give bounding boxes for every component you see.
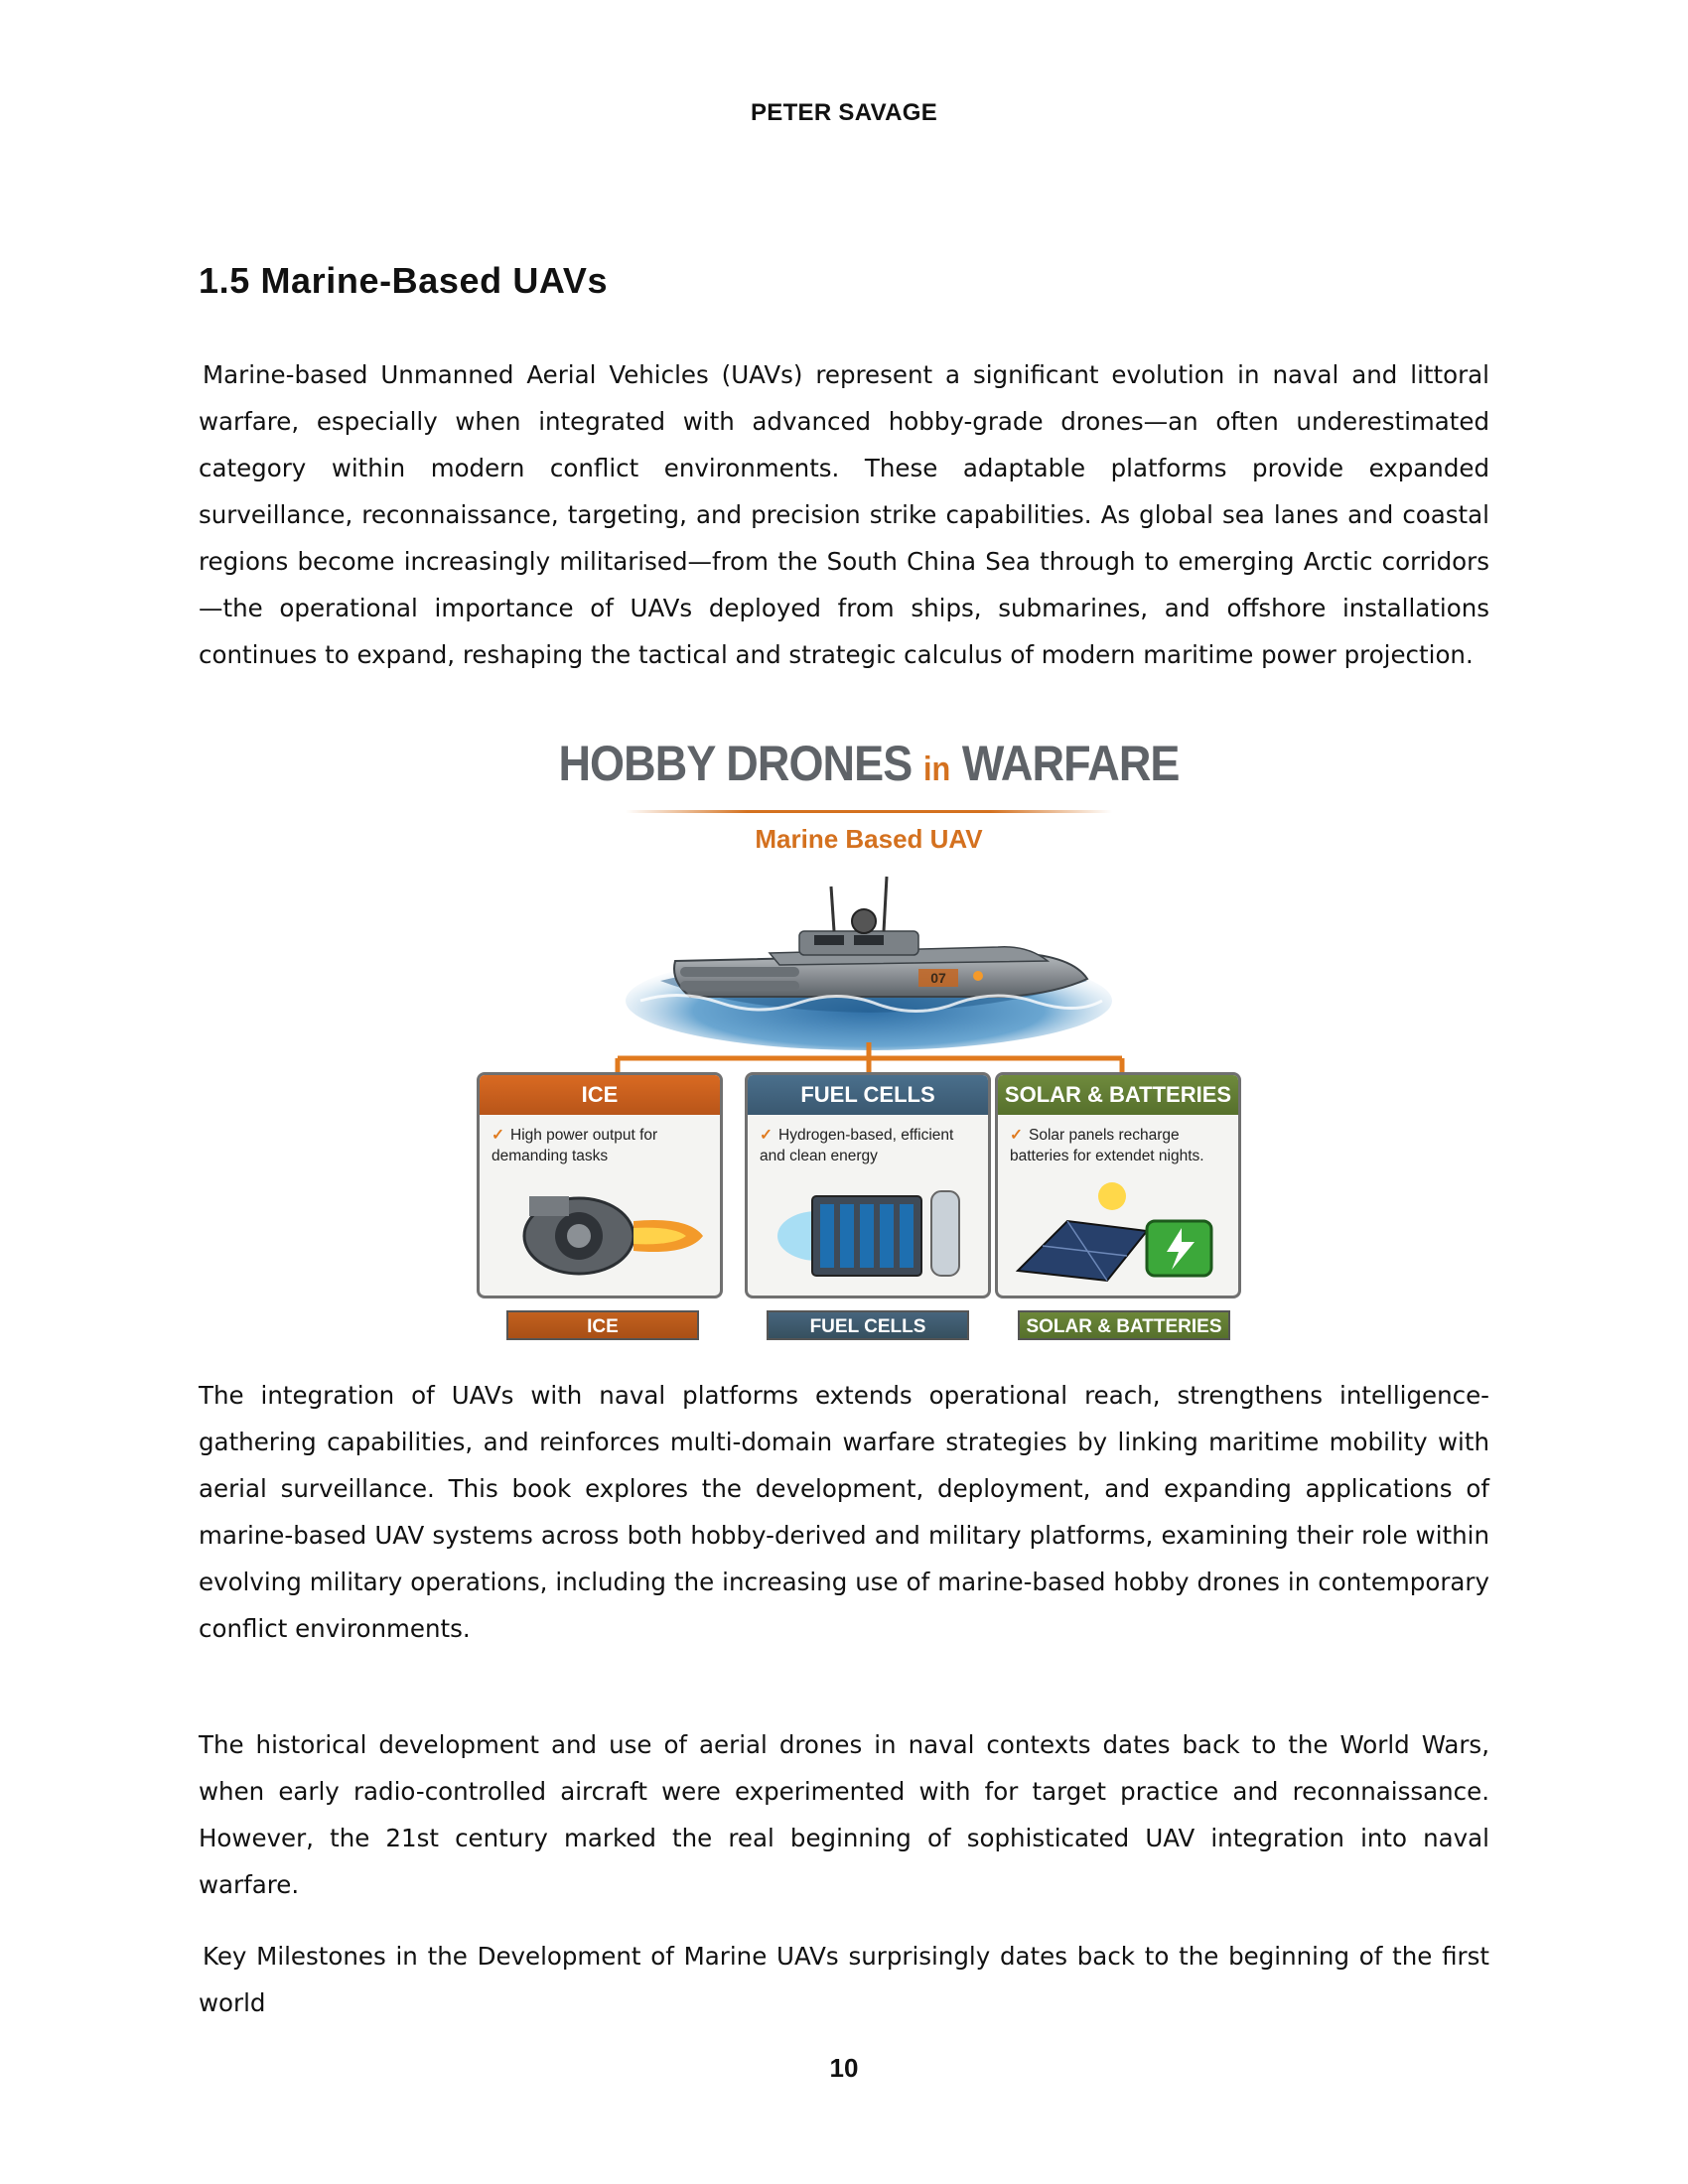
infographic-figure: [477, 725, 1261, 1337]
card-ice: [477, 1072, 723, 1298]
intro-paragraph: Marine-based Unmanned Aerial Vehicles (UAVs) represent a significant evolution in naval and littoral warfare, especially when integrated with advanced hobby-grade drones—an often underestimated category within modern conflict environments. These adaptable platforms provide expanded surveillance, reconnaissance, targeting, and precision strike capabilities. As global sea lanes and coastal regions become increasingly militarised—from the South China Sea through to emerging Arctic corridors—the operational importance of UAVs deployed from ships, submarines, and offshore installations continues to expand, reshaping the tactical and strategic calculus of modern maritime power projection.: [199, 360, 1489, 669]
card-ice-text: High power output for demanding tasks: [492, 1127, 658, 1164]
infographic-title-part2: WARFARE: [961, 736, 1180, 791]
check-icon: ✓: [492, 1127, 504, 1144]
fuel-cell-icon: [758, 1176, 976, 1286]
engine-icon: [490, 1176, 708, 1286]
card-fuel-cells-text: Hydrogen-based, efficient and clean energy: [760, 1127, 954, 1164]
infographic-title-rule: [626, 810, 1112, 813]
boat-number: 07: [930, 970, 946, 986]
check-icon: ✓: [1010, 1127, 1023, 1144]
card-fuel-cells-label: FUEL CELLS: [767, 1310, 969, 1340]
running-header: PETER SAVAGE: [750, 99, 938, 126]
infographic-subtitle: Marine Based UAV: [755, 824, 983, 854]
check-icon: ✓: [760, 1127, 773, 1144]
card-ice-label: ICE: [506, 1310, 699, 1340]
section-title: 1.5 Marine-Based UAVs: [199, 260, 609, 301]
card-fuel-cells: [745, 1072, 991, 1298]
page-number: 10: [829, 2053, 859, 2083]
body-paragraph-history: The historical development and use of aerial drones in naval contexts dates back to the World Wars, when early radio-controlled aircraft were experimented with for target practice and reconnaissance. However, the 21st century marked the real beginning of sophisticated UAV integration into naval warfare.: [199, 1730, 1489, 1899]
card-solar-batteries-label: SOLAR & BATTERIES: [1018, 1310, 1230, 1340]
card-fuel-cells-title: FUEL CELLS: [748, 1075, 988, 1115]
card-solar-batteries: [995, 1072, 1241, 1298]
marine-uav-boat-illustration: [621, 862, 1117, 1050]
solar-battery-icon: [1008, 1176, 1226, 1286]
infographic-title: [516, 735, 1222, 792]
card-ice-title: ICE: [480, 1075, 720, 1115]
infographic-title-in: in: [923, 751, 951, 788]
infographic-title-part1: HOBBY DRONES: [558, 736, 913, 791]
card-solar-batteries-title: SOLAR & BATTERIES: [998, 1075, 1238, 1115]
body-paragraph-integration: The integration of UAVs with naval platforms extends operational reach, strengthens intelligence-gathering capabilities, and reinforces multi-domain warfare strategies by linking maritime mobility with aerial surveillance. This book explores the development, deployment, and expanding applications of marine-based UAV systems across both hobby-derived and military platforms, examining their role within evolving military operations, including the increasing use of marine-based hobby drones in contemporary conflict environments.: [199, 1381, 1489, 1643]
card-solar-batteries-text: Solar panels recharge batteries for extendet nights.: [1010, 1127, 1204, 1164]
body-paragraph-milestones: Key Milestones in the Development of Marine UAVs surprisingly dates back to the beginning of the first world: [199, 1942, 1489, 2017]
